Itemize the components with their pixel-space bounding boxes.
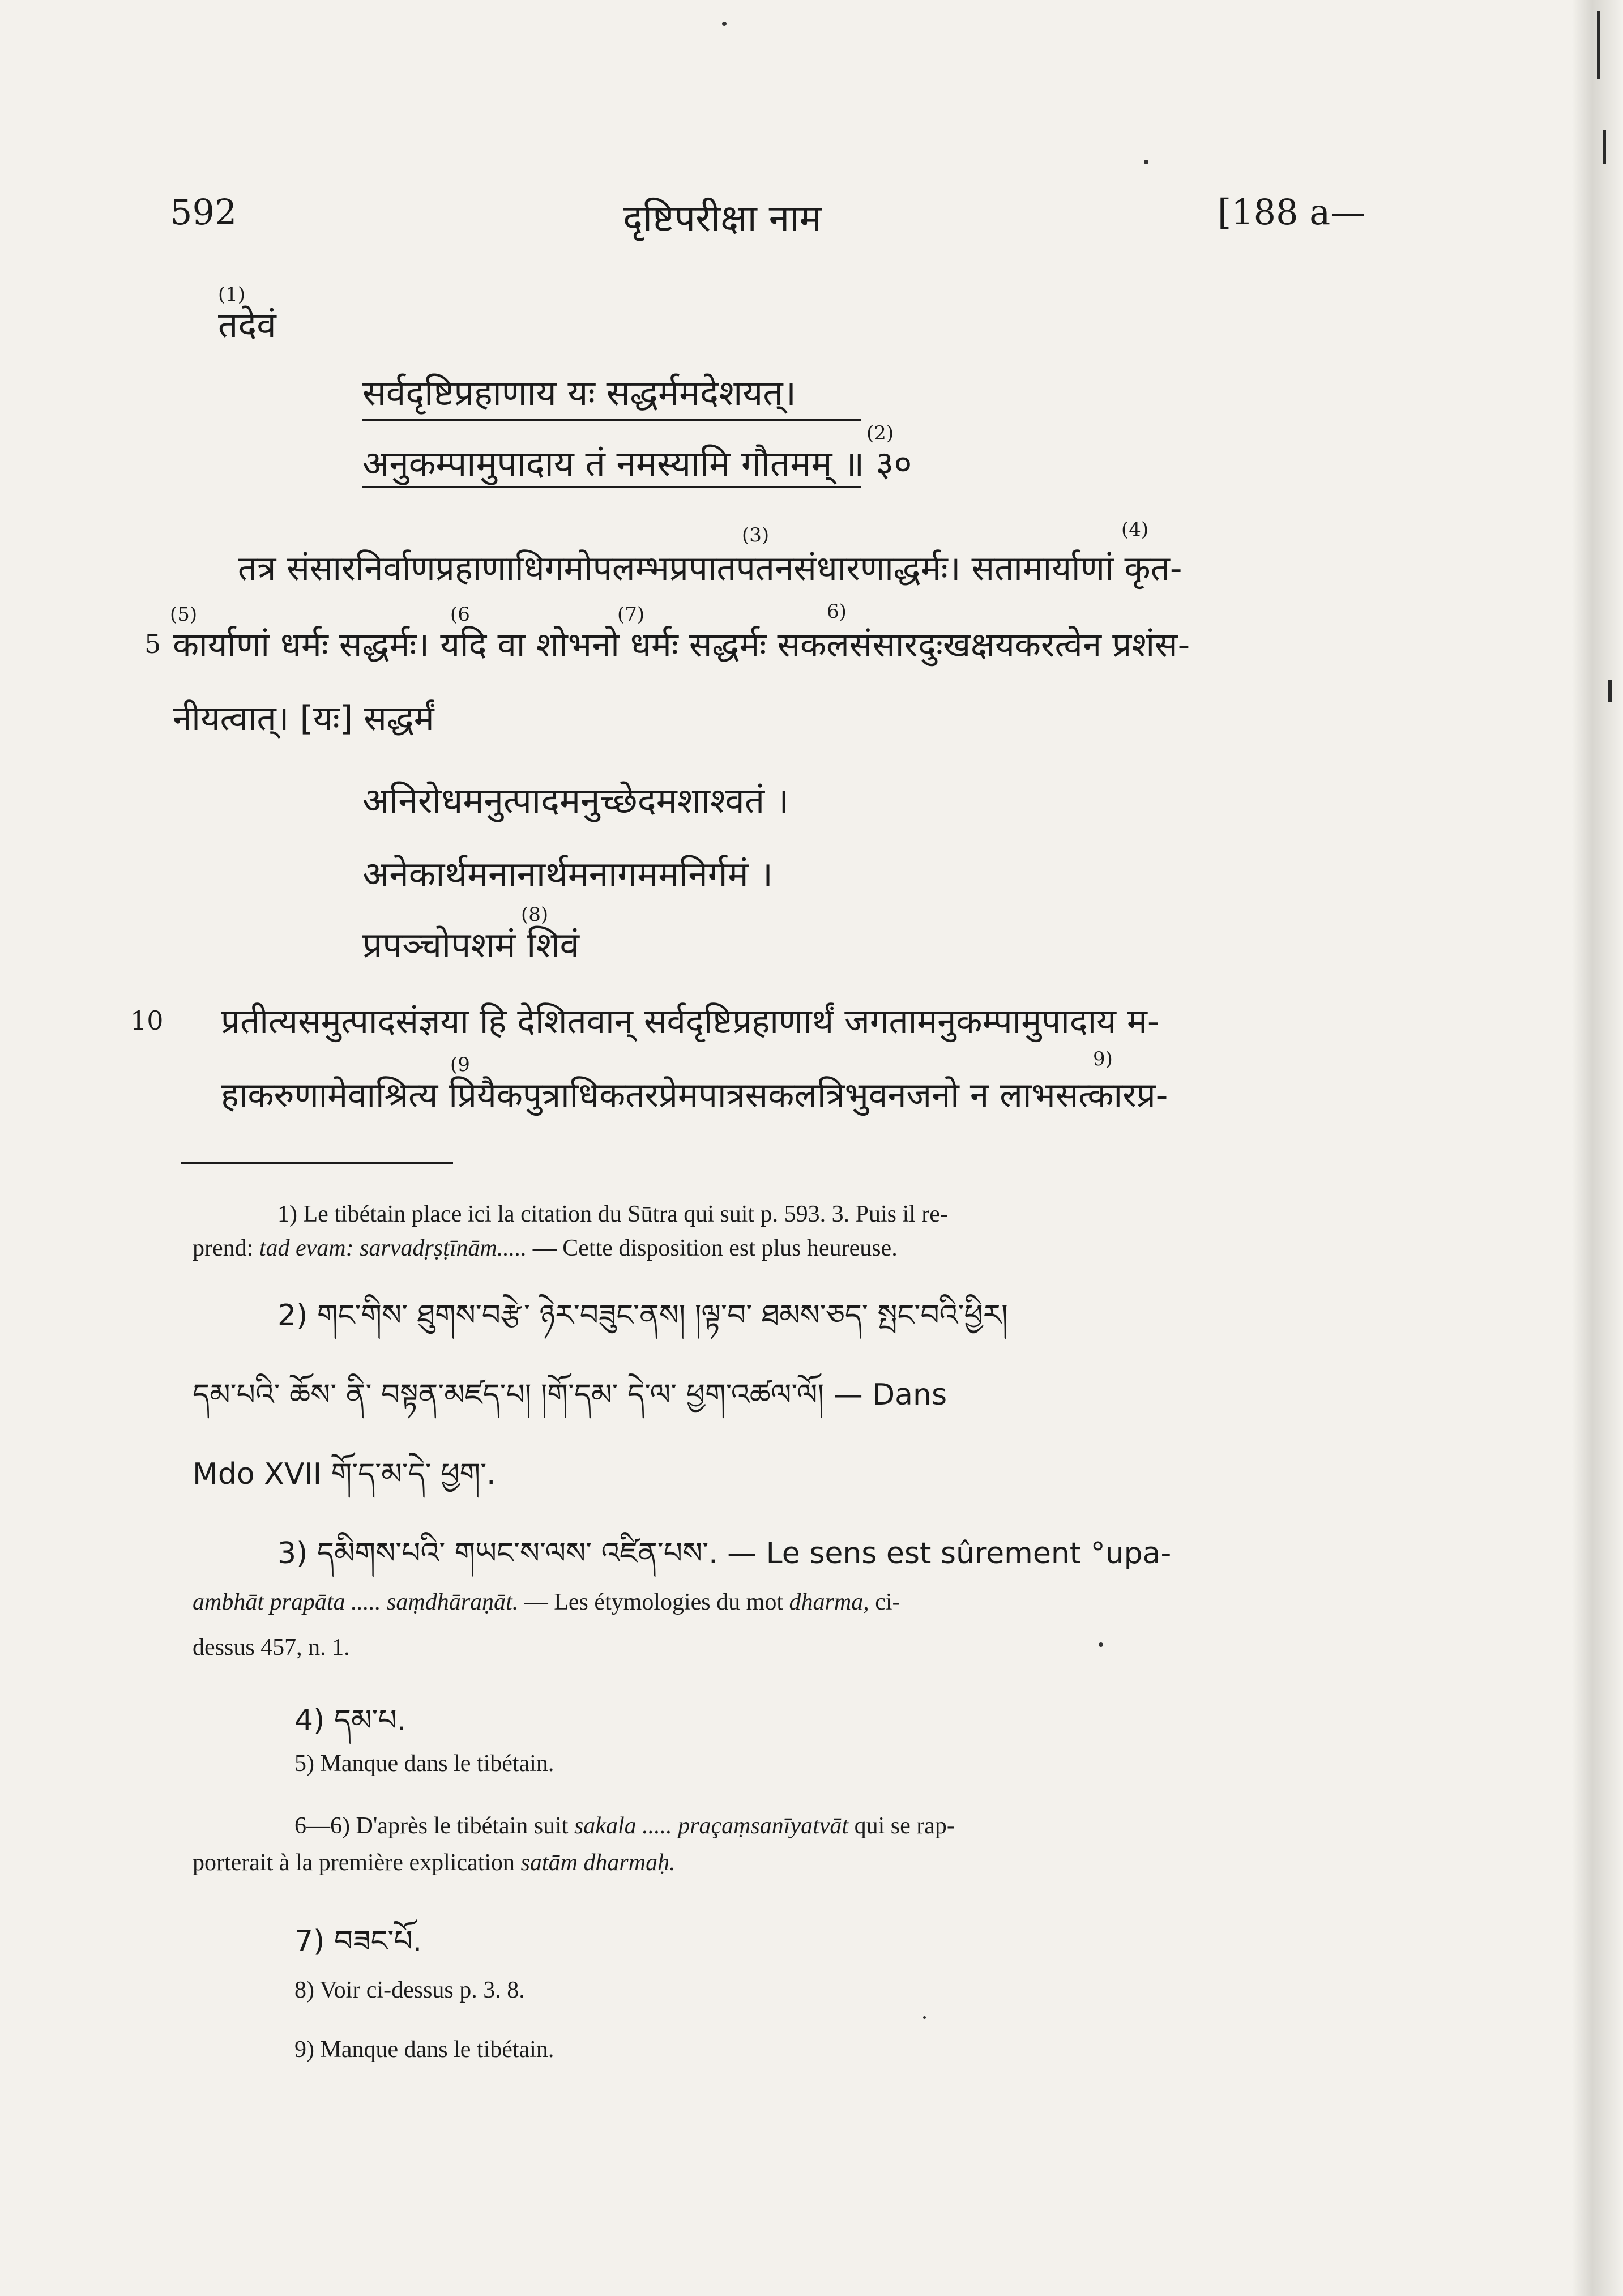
paragraph-line: प्रतीत्यसमुत्पादसंज्ञया हि देशितवान् सर्वदृष्टिप्रहाणार्थं जगतामनुकम्पामुपादाय म- [221,1002,1160,1042]
footnote-marker: (3) [742,524,770,547]
scan-speck [923,2016,926,2019]
line-number: 5 [144,629,161,659]
verse-line-2: अनुकम्पामुपादाय तं नमस्यामि गौतमम् ॥ ३० [362,443,912,484]
paragraph-line: तत्र संसारनिर्वाणप्रहाणाधिगमोपलम्भप्रपातपतनसंधारणाद्धर्मः। सतामार्याणां कृत- [238,549,1182,588]
footnote-6-cont: porterait à la première explication satām dharmaḥ. [193,1850,676,1876]
footnote-6: 6—6) D'après le tibétain suit sakala ..... praçaṃsanīyatvāt qui se rap- [294,1813,955,1839]
footnote-3: 3) དམིགས་པའི་ གཡང་ས་ལས་ འཛིན་པས་. — Le sens est sûrement °upa- [277,1537,1172,1571]
footnote-marker: 6) [827,600,847,623]
scan-speck [1099,1642,1103,1647]
paragraph-line: हाकरुणामेवाश्रित्य प्रियैकपुत्राधिकतरप्रेमपात्रसकलत्रिभुवनजनो न लाभसत्कारप्र- [221,1076,1168,1115]
footnote-7: 7) བཟང་པོ. [294,1924,422,1958]
verse-underline [362,419,861,421]
folio-reference: [188 a— [1218,191,1366,233]
footnote-marker: (2) [866,422,894,445]
scan-speck [722,22,727,26]
footnote-marker: 9) [1093,1048,1113,1070]
footnote-5: 5) Manque dans le tibétain. [294,1751,554,1777]
paragraph-line: कार्याणां धर्मः सद्धर्मः। यदि वा शोभनो धर्मः सद्धर्मः सकलसंसारदुःखक्षयकरत्वेन प्रशंस- [173,625,1190,665]
footnote-2: 2) གང་གིས་ ཐུགས་བརྩེ་ ཉེར་བཟུང་ནས། །ལྟ་བ་ ཐམས་ཅད་ སྤང་བའི་ཕྱིར། [277,1299,1008,1333]
paragraph-line: नीयत्वात्। [यः] सद्धर्मं [173,699,434,739]
binding-mark [1608,680,1612,702]
footnote-9: 9) Manque dans le tibétain. [294,2037,554,2063]
quote-line: अनेकार्थमनानार्थमनागममनिर्गमं । [362,853,773,895]
footnote-marker: (5) [170,603,198,626]
binding-mark [1597,11,1600,79]
binding-mark [1603,130,1606,164]
footnote-marker: (4) [1121,518,1149,541]
footnote-2-cont: Mdo XVII གོ་ད་མ་དེ་ ཕྱག་. [193,1457,496,1491]
footnote-4: 4) དམ་པ. [294,1704,407,1738]
page-number: 592 [170,191,237,233]
footnote-marker: (9 [450,1053,470,1076]
footnote-2-cont: དམ་པའི་ ཆོས་ ནི་ བསྟན་མཛད་པ། །གོ་དམ་ དེ་ལ་ ཕྱག་འཚལ་ལོ། — Dans [193,1378,947,1412]
footnote-1-cont: prend: tad evam: sarvadṛṣṭīnām..... — Cette disposition est plus heureuse. [193,1235,898,1261]
verse-line-1: सर्वदृष्टिप्रहाणाय यः सद्धर्ममदेशयत्। [362,372,797,413]
running-title: दृष्टिपरीक्षा नाम [623,197,822,240]
footnote-8: 8) Voir ci-dessus p. 3. 8. [294,1977,525,2003]
footnote-marker: (1) [218,283,246,306]
footnote-marker: (6 [450,603,470,626]
intro-word: तदेवं [218,304,276,345]
footnote-3-cont: dessus 457, n. 1. [193,1634,350,1661]
quote-line: अनिरोधमनुत्पादमनुच्छेदमशाश्वतं । [362,780,789,821]
verse-underline [362,486,861,488]
scan-speck [1144,160,1148,164]
line-number: 10 [130,1005,164,1036]
footnote-1: 1) Le tibétain place ici la citation du Sūtra qui suit p. 593. 3. Puis il re- [277,1201,948,1227]
footnote-separator [181,1162,453,1164]
footnote-marker: (8) [521,903,549,926]
footnote-3-cont: ambhāt prapāta ..... saṃdhāraṇāt. — Les étymologies du mot dharma, ci- [193,1589,900,1615]
quote-line: प्रपञ्चोपशमं शिवं [362,924,579,966]
page-binding-edge [1572,0,1623,2296]
footnote-marker: (7) [617,603,645,626]
